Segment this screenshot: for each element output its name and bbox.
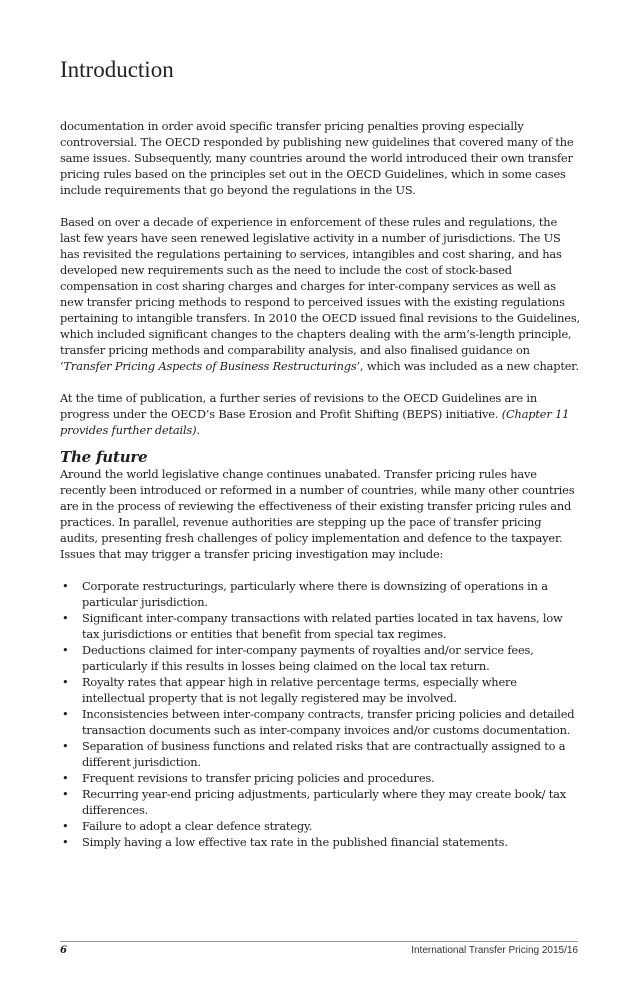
list-item (60, 818, 580, 834)
list-item (60, 578, 580, 610)
list-item-text: Separation of business functions and related risks that are contractually assigned to a different jurisdiction. (82, 739, 566, 769)
trigger-list (60, 578, 580, 850)
list-item (60, 770, 580, 786)
paragraph-3-text-start: At the time of publication, a further series of revisions to the OECD Guidelines are in progress under the OECD’s Base Erosion and Profit Shifting (BEPS) initiative. (60, 391, 538, 421)
page-title: Introduction (60, 57, 174, 82)
list-item-text: Corporate restructurings, particularly where there is downsizing of operations in a particular jurisdiction. (82, 579, 548, 609)
list-item-text: Simply having a low effective tax rate in the published financial statements. (82, 835, 508, 849)
paragraph-3-text-end: . (196, 423, 200, 437)
list-item (60, 786, 580, 818)
bullet-icon: • (62, 707, 69, 721)
list-item (60, 738, 580, 770)
bullet-icon: • (62, 771, 69, 785)
bullet-icon: • (62, 579, 69, 593)
list-item (60, 706, 580, 738)
paragraph-3 (60, 390, 580, 438)
bullet-icon: • (62, 835, 69, 849)
bullet-icon: • (62, 819, 69, 833)
list-item-text: Frequent revisions to transfer pricing policies and procedures. (82, 771, 435, 785)
list-item (60, 674, 580, 706)
list-item (60, 642, 580, 674)
list-item-text: Failure to adopt a clear defence strategy. (82, 819, 313, 833)
bullet-icon: • (62, 787, 69, 801)
list-item-text: Deductions claimed for inter-company payments of royalties and/or service fees, particularly if this results in losses being claimed on the local tax return. (82, 643, 534, 673)
list-item-text: Royalty rates that appear high in relative percentage terms, especially where intellectual property that is not legally registered may be involved. (82, 675, 517, 705)
bullet-icon: • (62, 675, 69, 689)
bullet-icon: • (62, 643, 69, 657)
paragraph-2-text-end: , which was included as a new chapter. (359, 359, 579, 373)
publication-title: International Transfer Pricing 2015/16 (411, 945, 578, 956)
paragraph-3-italic-note: (Chapter 11 provides further details) (60, 407, 570, 437)
page-number: 6 (60, 945, 67, 956)
list-item (60, 834, 580, 850)
list-item-text: Inconsistencies between inter-company contracts, transfer pricing policies and detailed transaction documents such as inter-company invoices and/or customs documentation. (82, 707, 575, 737)
paragraph-4: Around the world legislative change continues unabated. Transfer pricing rules have recently been introduced or reformed in a number of countries, while many other countries are in the process of reviewing the effectiveness of their existing transfer pricing rules and practices. In parallel, revenue authorities are stepping up the pace of transfer pricing audits, presenting fresh challenges of policy implementation and defence to the taxpayer. Issues that may trigger a transfer pricing investigation may include: (60, 467, 575, 561)
paragraph-2 (60, 214, 580, 374)
footer-divider (60, 941, 578, 942)
future-heading: The future (60, 448, 148, 466)
list-item-text: Significant inter-company transactions with related parties located in tax havens, low tax jurisdictions or entities that benefit from special tax regimes. (82, 611, 563, 641)
list-item (60, 610, 580, 642)
bullet-icon: • (62, 739, 69, 753)
paragraph-2-text-start: Based on over a decade of experience in enforcement of these rules and regulations, the last few years have seen renewed legislative activity in a number of jurisdictions. The US has revisited the regulations pertaining to services, intangibles and cost sharing, and has developed new requirements such as the need to include the cost of stock-based compensation in cost sharing charges and charges for inter-company services as well as new transfer pricing methods to respond to perceived issues with the existing regulations pertaining to intangible transfers. In 2010 the OECD issued final revisions to the Guidelines, which included significant changes to the chapters dealing with the arm’s-length principle, transfer pricing methods and comparability analysis, and also finalised guidance on (60, 215, 580, 357)
body-content (60, 118, 580, 850)
paragraph-2-italic-title: ‘Transfer Pricing Aspects of Business Restructurings’ (60, 359, 360, 373)
paragraph-1: documentation in order avoid specific transfer pricing penalties proving especially controversial. The OECD responded by publishing new guidelines that covered many of the same issues. Subsequently, many countries around the world introduced their own transfer pricing rules based on the principles set out in the OECD Guidelines, which in some cases include requirements that go beyond the regulations in the US. (60, 119, 574, 197)
bullet-icon: • (62, 611, 69, 625)
list-item-text: Recurring year-end pricing adjustments, particularly where they may create book/ tax differences. (82, 787, 566, 817)
